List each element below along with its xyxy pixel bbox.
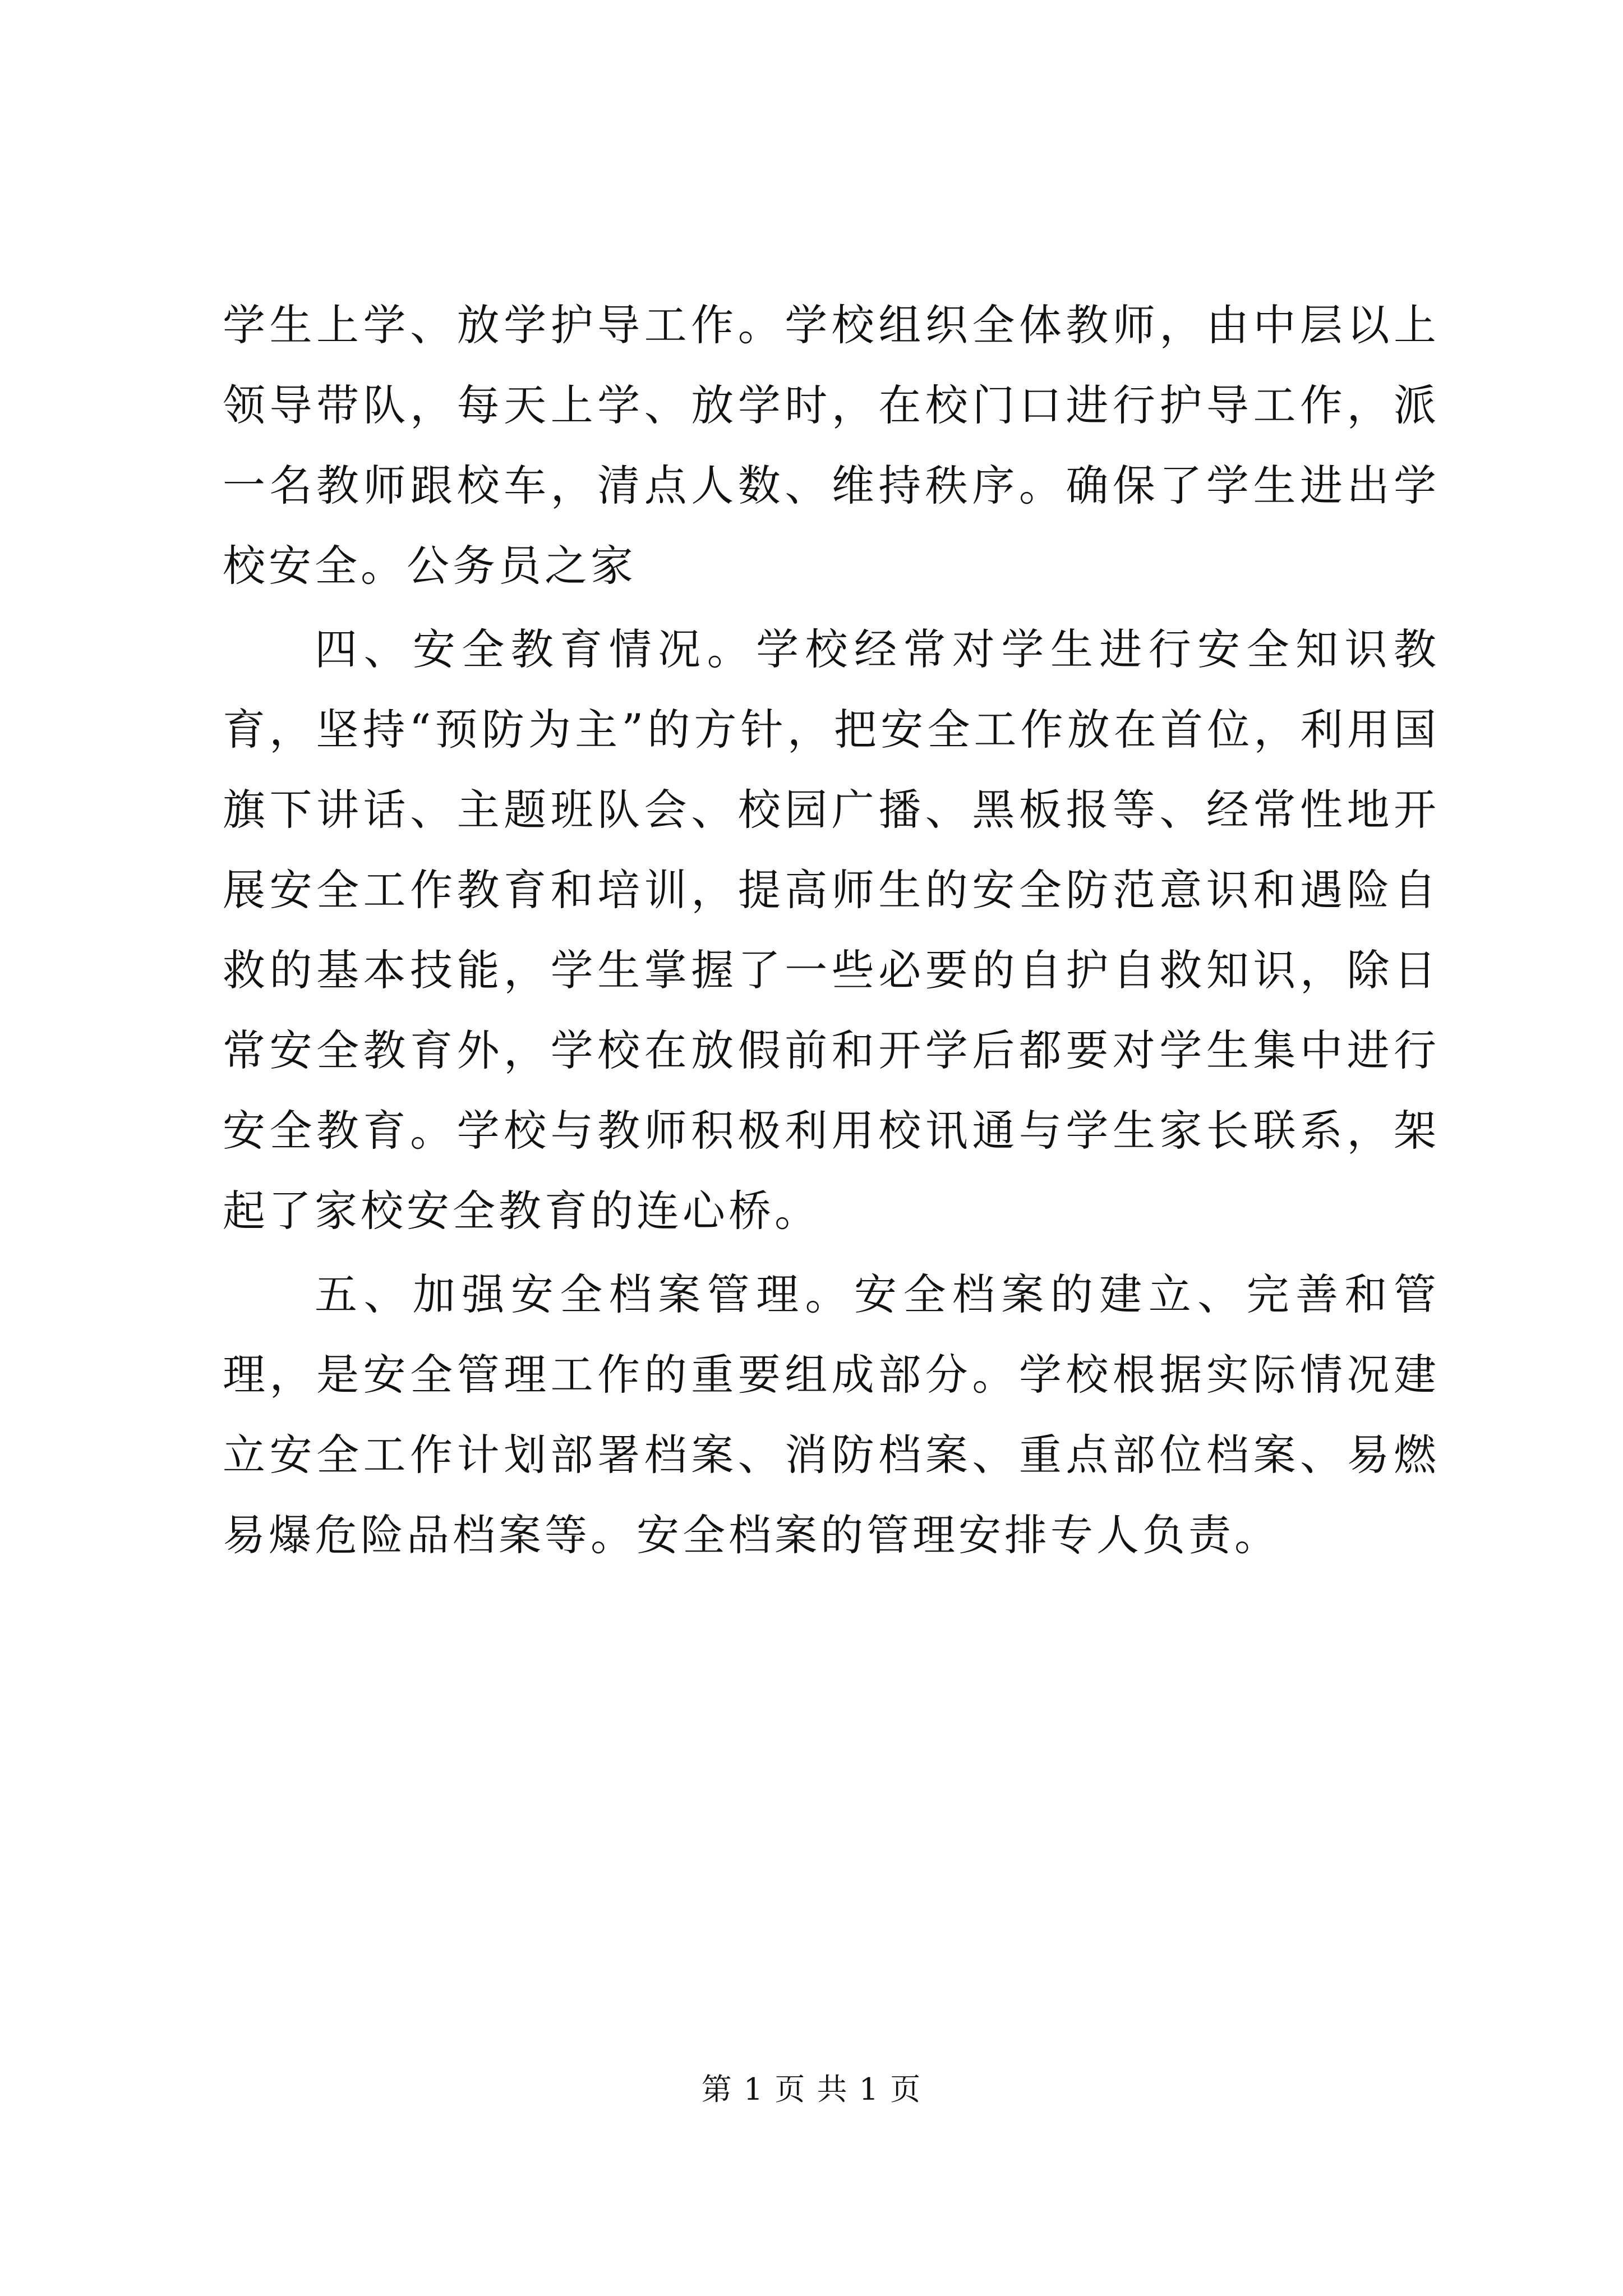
paragraph-safety-education: 四、安全教育情况。学校经常对学生进行安全知识教育，坚持“预防为主”的方针，把安全工作放在首位，利用国旗下讲话、主题班队会、校园广播、黑板报等、经常性地开展安全工作教育和培训，提高师生的安全防范意识和遇险自救的基本技能，学生掌握了一些必要的自护自救知识，除日常安全教育外，学校在放假前和开学后都要对学生集中进行安全教育。学校与教师积极利用校讯通与学生家长联系，架起了家校安全教育的连心桥。	[223, 624, 1440, 1236]
paragraph-continuation: 学生上学、放学护导工作。学校组织全体教师，由中层以上领导带队，每天上学、放学时，在校门口进行护导工作，派一名教师跟校车，清点人数、维持秩序。确保了学生进出学校安全。公务员之家	[223, 300, 1440, 591]
document-body	[223, 285, 1440, 1575]
paragraph-safety-archives: 五、加强安全档案管理。安全档案的建立、完善和管理，是安全管理工作的重要组成部分。学校根据实际情况建立安全工作计划部署档案、消防档案、重点部位档案、易燃易爆危险品档案等。安全档案的管理安排专人负责。	[223, 1269, 1440, 1560]
page-number-footer: 第 1 页 共 1 页	[701, 2072, 922, 2107]
